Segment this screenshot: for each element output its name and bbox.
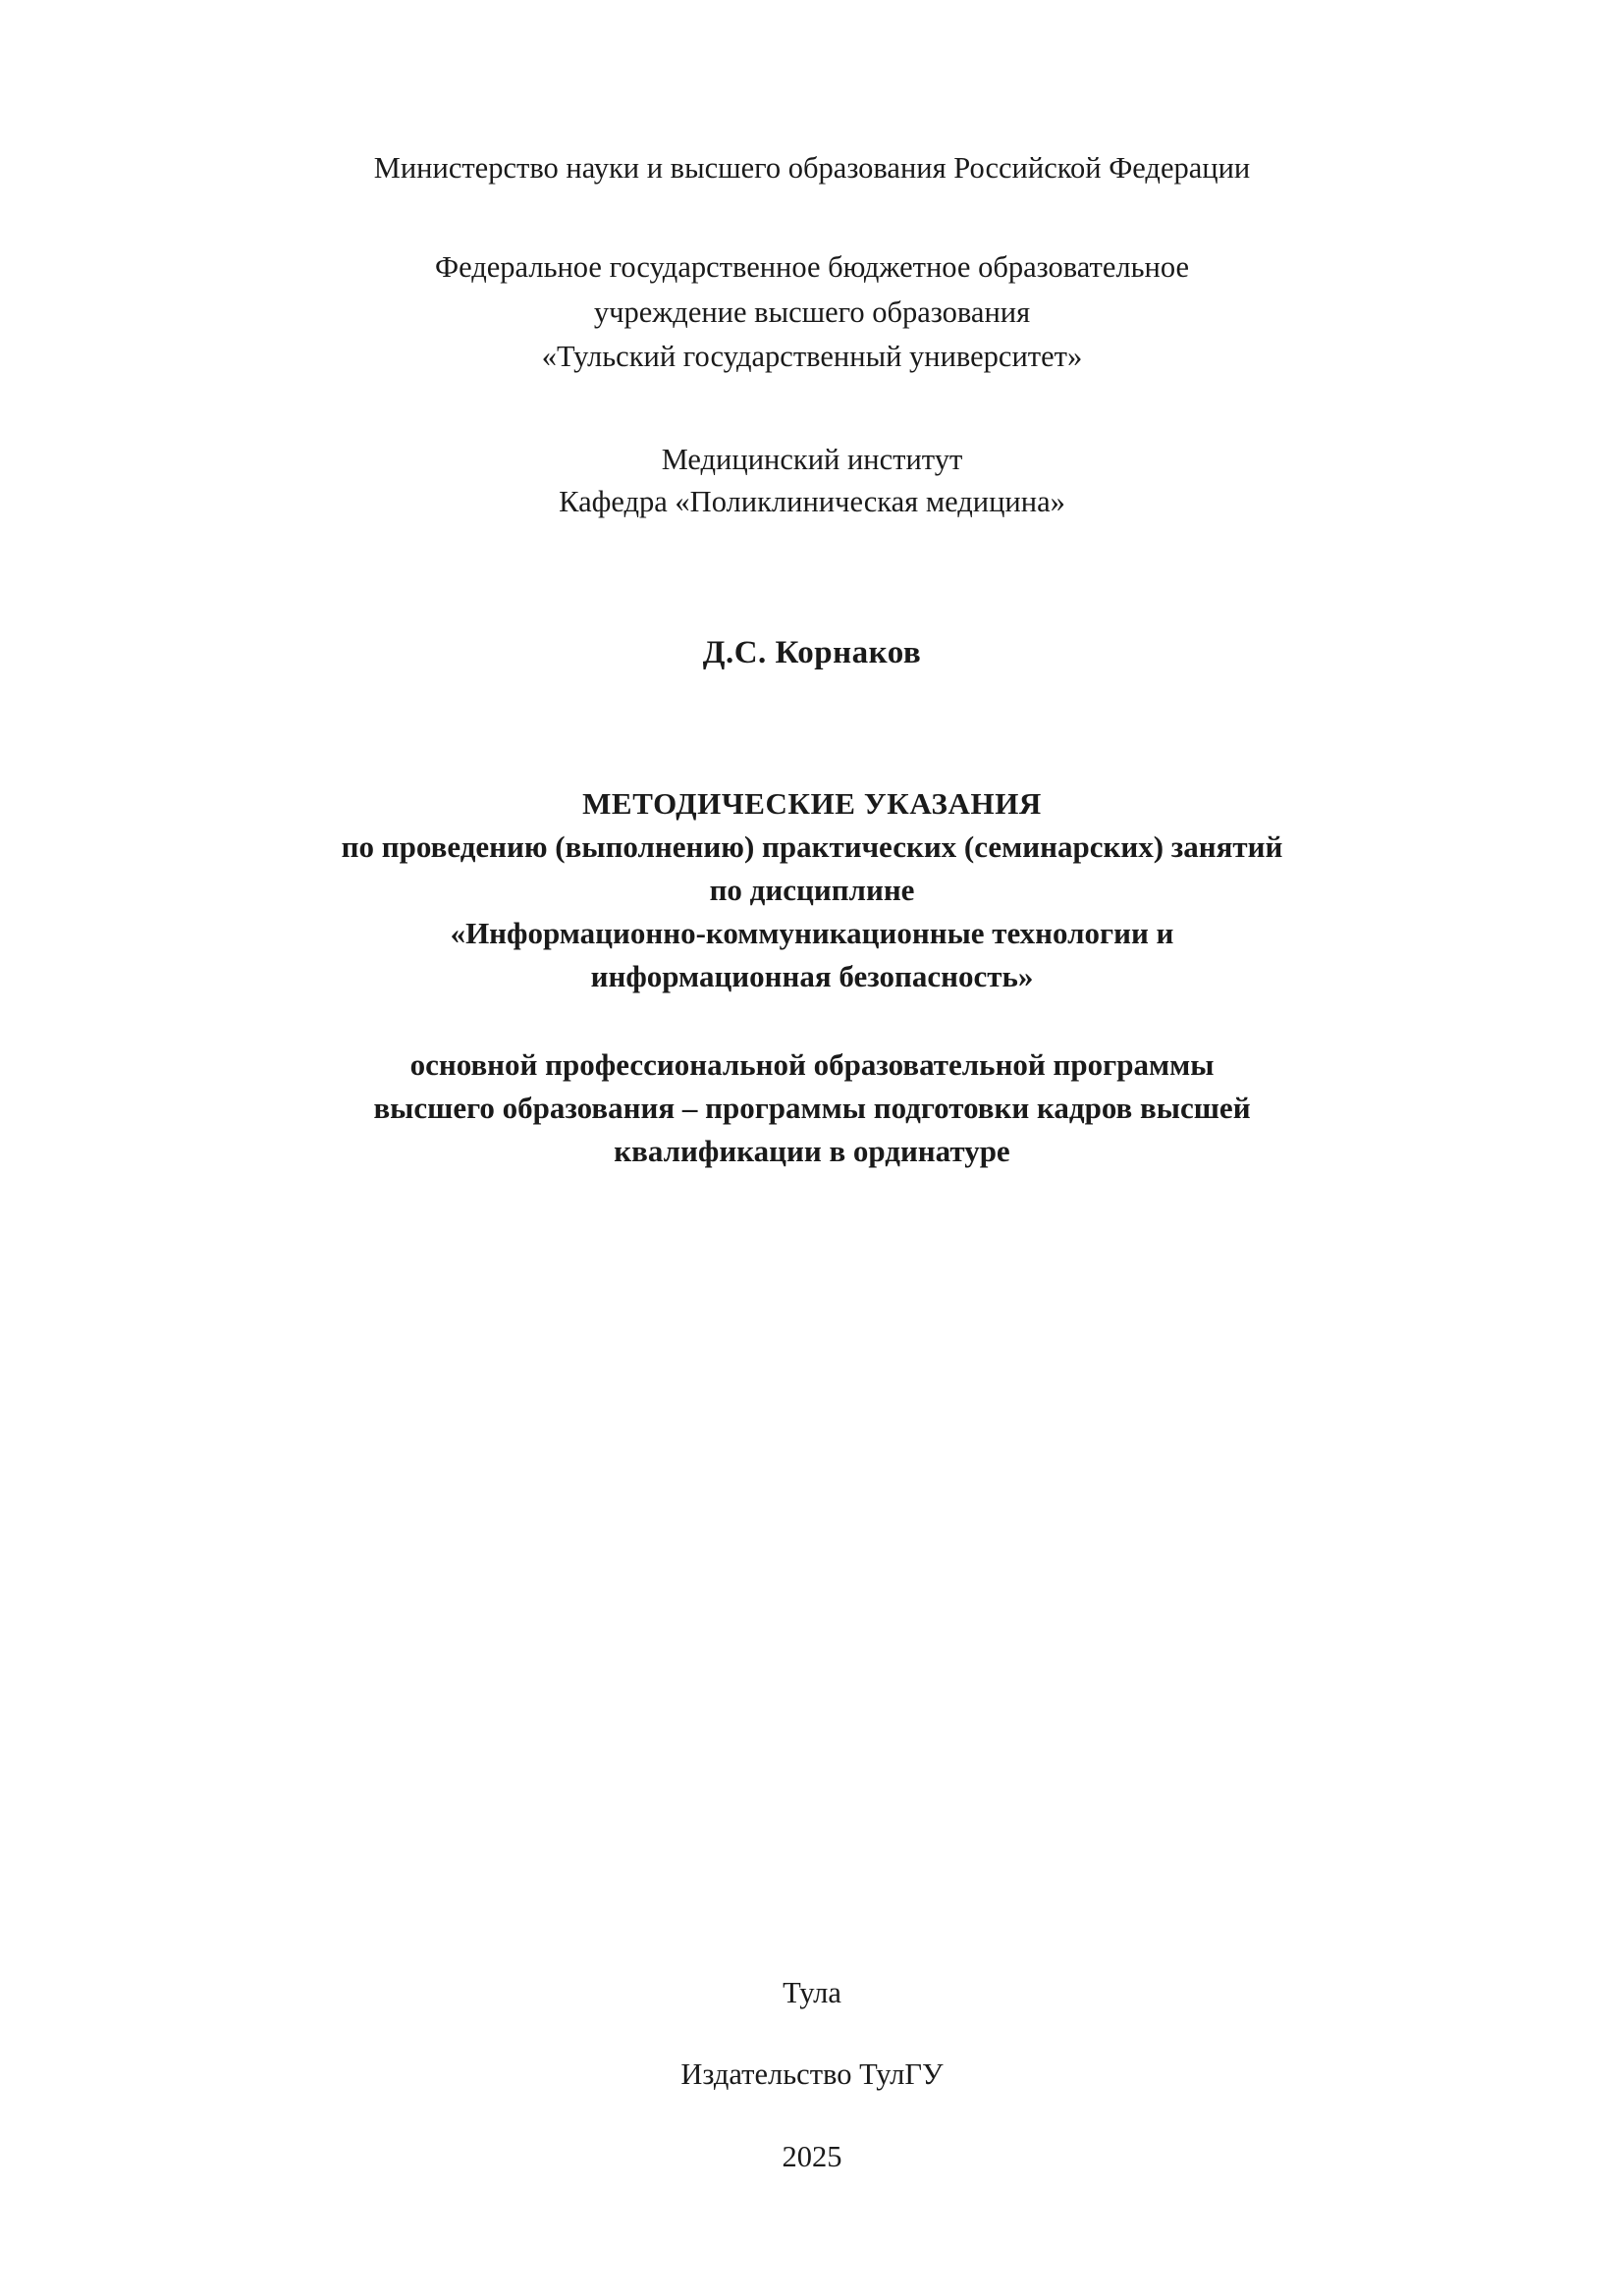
imprint-city: Тула bbox=[783, 1976, 841, 2010]
subtitle-line-3: «Информационно-коммуникационные технологии и bbox=[450, 915, 1174, 950]
title-page-content bbox=[0, 147, 1624, 1173]
subtitle-line-4: информационная безопасность» bbox=[590, 958, 1034, 993]
imprint-year: 2025 bbox=[782, 2139, 842, 2173]
institution-line-2: учреждение высшего образования bbox=[593, 294, 1031, 329]
document-title: МЕТОДИЧЕСКИЕ УКАЗАНИЯ bbox=[582, 785, 1042, 821]
program-block bbox=[226, 1043, 1398, 1173]
spacer-after-institution bbox=[226, 378, 1398, 439]
imprint-publisher: Издательство ТулГУ bbox=[680, 2057, 944, 2092]
unit-block bbox=[226, 439, 1398, 524]
program-line-3: квалификации в ординатуре bbox=[614, 1133, 1010, 1168]
ministry-line: Министерство науки и высшего образования Российской Федерации bbox=[373, 151, 1251, 185]
document-subtitle-block bbox=[226, 826, 1398, 998]
subtitle-line-2: по дисциплине bbox=[709, 872, 915, 907]
subtitle-line-1: по проведению (выполнению) практических (семинарских) занятий bbox=[341, 828, 1283, 864]
author-name: Д.С. Корнаков bbox=[702, 634, 922, 670]
institution-block bbox=[226, 246, 1398, 378]
unit-line-2: Кафедра «Поликлиническая медицина» bbox=[559, 485, 1065, 519]
spacer-before-title bbox=[226, 676, 1398, 782]
program-line-1: основной профессиональной образовательной программы bbox=[409, 1046, 1215, 1082]
institution-line-1: Федеральное государственное бюджетное образовательное bbox=[435, 250, 1189, 285]
imprint-block bbox=[0, 1972, 1624, 2178]
spacer-before-program bbox=[226, 998, 1398, 1043]
unit-line-1: Медицинский институт bbox=[661, 443, 963, 477]
spacer-before-author bbox=[226, 524, 1398, 630]
institution-line-3: «Тульский государственный университет» bbox=[541, 339, 1083, 373]
program-line-2: высшего образования – программы подготовки кадров высшей bbox=[373, 1090, 1251, 1125]
